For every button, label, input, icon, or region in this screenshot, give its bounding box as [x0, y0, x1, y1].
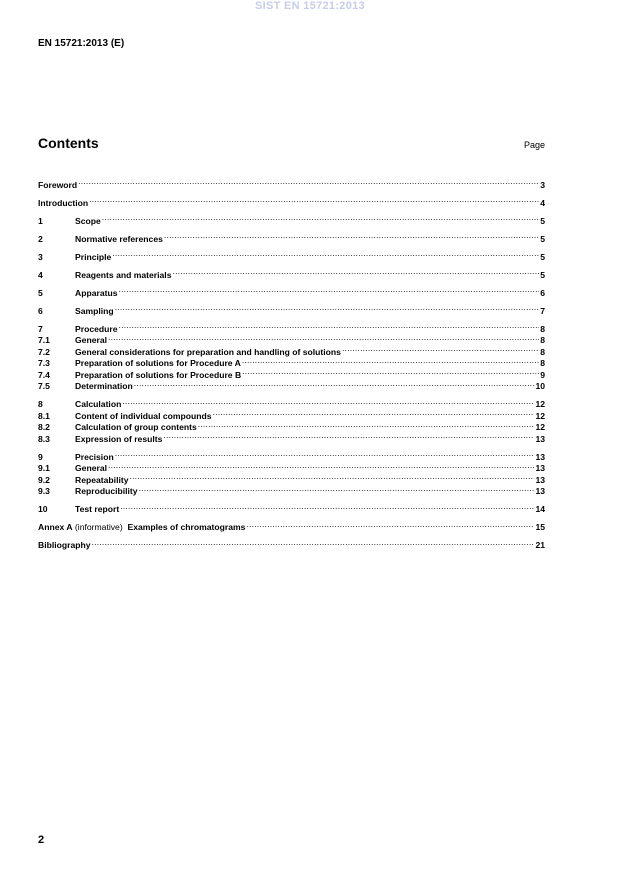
- toc-entry-number: 8.3: [38, 433, 50, 444]
- toc-entry-precision[interactable]: [38, 448, 545, 460]
- toc-entry-title: Introduction: [38, 197, 89, 208]
- toc-entry-number: 7.1: [38, 335, 50, 345]
- toc-entry-introduction[interactable]: [38, 194, 545, 206]
- toc-entry-page: 13: [535, 474, 545, 485]
- dot-leader: [164, 230, 539, 242]
- toc-entry-precision-general[interactable]: [38, 460, 545, 472]
- toc-entry-number: 7.5: [38, 381, 50, 391]
- toc-entry-title: Reagents and materials: [75, 269, 172, 280]
- toc-entry-title: Bibliography: [38, 540, 91, 550]
- toc-entry-procedure-general[interactable]: [38, 332, 545, 344]
- annex-note: (informative): [72, 522, 128, 532]
- dot-leader: [163, 430, 534, 442]
- dot-leader: [102, 212, 539, 224]
- toc-entry-number: 1: [38, 215, 43, 226]
- toc-entry-number: 5: [38, 287, 43, 298]
- toc-entry-title: Content of individual compounds: [75, 410, 212, 421]
- annex-title: Examples of chromatograms: [127, 522, 246, 532]
- toc-entry-apparatus[interactable]: [38, 284, 545, 296]
- toc-entry-page: 8: [540, 335, 545, 345]
- toc-entry-number: 9.3: [38, 486, 50, 496]
- dot-leader: [108, 332, 539, 344]
- toc-entry-title: General: [75, 335, 108, 345]
- toc-entry-page: 8: [540, 358, 545, 368]
- toc-entry-number: 7.3: [38, 358, 50, 368]
- toc-entry-title: Apparatus: [75, 287, 118, 298]
- toc-entry-page: 4: [540, 197, 545, 208]
- document-id: EN 15721:2013 (E): [38, 38, 125, 49]
- page-column-label: Page: [523, 140, 545, 150]
- toc-entry-title: Procedure: [75, 323, 118, 334]
- dot-leader: [139, 483, 535, 495]
- toc-entry-title: Calculation of group contents: [75, 422, 197, 432]
- toc-entry-page: 13: [535, 486, 545, 496]
- toc-entry-page: 5: [540, 251, 545, 262]
- toc-entry-title: Determination: [75, 381, 133, 391]
- toc-entry-title: General: [75, 463, 108, 473]
- toc-entry-page: 12: [535, 399, 545, 409]
- toc-entry-number: 6: [38, 305, 43, 316]
- toc-entry-annex-a[interactable]: [38, 519, 545, 531]
- toc-entry-bibliography[interactable]: [38, 537, 545, 549]
- toc-entry-title: Preparation of solutions for Procedure B: [75, 369, 242, 380]
- toc-entry-title: [38, 522, 245, 534]
- toc-entry-number: 10: [38, 504, 48, 514]
- toc-entry-page: 21: [535, 540, 545, 550]
- dot-leader: [213, 407, 535, 419]
- dot-leader: [120, 501, 534, 513]
- toc-entry-title: Repeatability: [75, 474, 129, 485]
- toc-entry-number: 9.1: [38, 463, 50, 473]
- toc-entry-procedure[interactable]: [38, 320, 545, 332]
- toc-entry-page: 8: [540, 346, 545, 357]
- toc-entry-title: Preparation of solutions for Procedure A: [75, 358, 241, 368]
- toc-entry-title: Expression of results: [75, 433, 163, 444]
- toc-entry-page: 9: [540, 369, 545, 380]
- annex-label: Annex A: [38, 522, 73, 532]
- toc-entry-number: 7.4: [38, 369, 50, 380]
- toc-entry-title: Principle: [75, 251, 112, 262]
- toc-entry-page: 5: [540, 215, 545, 226]
- dot-leader: [112, 248, 539, 260]
- toc-entry-page: 3: [540, 179, 545, 190]
- toc-entry-number: 4: [38, 269, 43, 280]
- toc-entry-normative-references[interactable]: [38, 230, 545, 242]
- toc-entry-page: 8: [540, 323, 545, 334]
- toc-entry-number: 3: [38, 251, 43, 262]
- toc-entry-page: 13: [535, 451, 545, 462]
- toc-entry-number: 8.1: [38, 410, 50, 421]
- toc-entry-repeatability[interactable]: [38, 471, 545, 483]
- dot-leader: [242, 355, 539, 367]
- toc-entry-number: 9: [38, 451, 43, 462]
- toc-entry-title: Scope: [75, 215, 101, 226]
- page-number: 2: [38, 834, 45, 846]
- toc-entry-sampling[interactable]: [38, 302, 545, 314]
- toc-entry-page: 15: [535, 522, 545, 532]
- dot-leader: [246, 519, 534, 531]
- dot-leader: [119, 284, 540, 296]
- toc-entry-reagents[interactable]: [38, 266, 545, 278]
- toc-entry-page: 14: [535, 504, 545, 514]
- table-of-contents: [38, 176, 545, 548]
- toc-entry-page: 10: [535, 381, 545, 391]
- watermark: SIST EN 15721:2013: [255, 0, 365, 12]
- toc-entry-title: General considerations for preparation and handling of solutions: [75, 346, 341, 357]
- dot-leader: [108, 460, 534, 472]
- toc-entry-foreword[interactable]: [38, 176, 545, 188]
- toc-entry-title: Normative references: [75, 233, 163, 244]
- toc-entry-title: Foreword: [38, 179, 78, 190]
- toc-entry-title: Calculation: [75, 399, 122, 409]
- toc-entry-page: 13: [535, 463, 545, 473]
- toc-entry-number: 8.2: [38, 422, 50, 432]
- toc-entry-number: 7: [38, 323, 43, 334]
- toc-entry-page: 7: [540, 305, 545, 316]
- dot-leader: [115, 302, 540, 314]
- dot-leader: [134, 378, 535, 390]
- dot-leader: [130, 471, 535, 483]
- toc-entry-title: Sampling: [75, 305, 114, 316]
- toc-entry-scope[interactable]: [38, 212, 545, 224]
- toc-entry-page: 6: [540, 287, 545, 298]
- toc-entry-calculation[interactable]: [38, 396, 545, 408]
- dot-leader: [122, 396, 534, 408]
- dot-leader: [198, 419, 535, 431]
- toc-entry-principle[interactable]: [38, 248, 545, 260]
- toc-entry-page: 12: [535, 422, 545, 432]
- dot-leader: [119, 320, 540, 332]
- toc-entry-number: 8: [38, 399, 43, 409]
- toc-entry-page: 13: [535, 433, 545, 444]
- toc-entry-number: 2: [38, 233, 43, 244]
- toc-entry-page: 12: [535, 410, 545, 421]
- toc-entry-general-considerations[interactable]: [38, 343, 545, 355]
- toc-entry-title: Reproducibility: [75, 486, 138, 496]
- dot-leader: [342, 343, 539, 355]
- dot-leader: [242, 366, 539, 378]
- dot-leader: [172, 266, 539, 278]
- dot-leader: [115, 448, 535, 460]
- toc-entry-test-report[interactable]: [38, 501, 545, 513]
- toc-entry-page: 5: [540, 269, 545, 280]
- dot-leader: [78, 176, 539, 188]
- page-title: Contents: [38, 135, 99, 151]
- dot-leader: [92, 537, 535, 549]
- toc-entry-title: Test report: [75, 504, 120, 514]
- toc-entry-title: Precision: [75, 451, 114, 462]
- toc-entry-page: 5: [540, 233, 545, 244]
- toc-entry-number: 9.2: [38, 474, 50, 485]
- dot-leader: [89, 194, 539, 206]
- toc-entry-number: 7.2: [38, 346, 50, 357]
